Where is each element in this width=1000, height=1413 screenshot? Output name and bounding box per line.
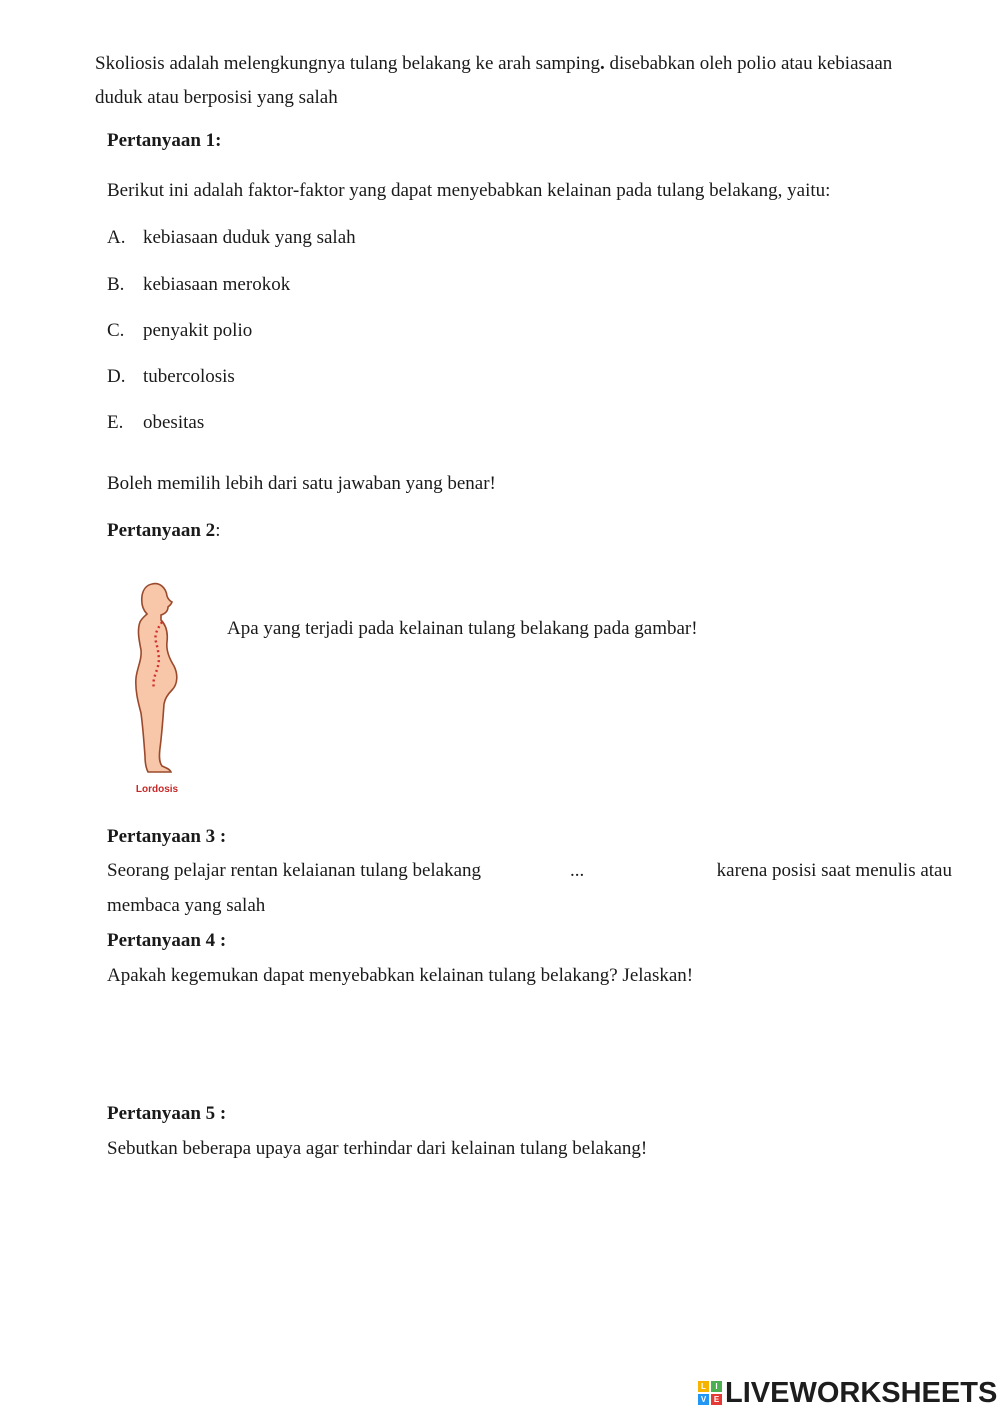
q3-sentence — [107, 860, 952, 882]
option-letter: C. — [107, 320, 125, 341]
q1-note: Boleh memilih lebih dari satu jawaban yang benar! — [107, 473, 496, 494]
figure-label: Lordosis — [135, 784, 179, 795]
intro-paragraph — [95, 47, 952, 115]
option-text: kebiasaan merokok — [143, 274, 291, 295]
logo-text: LIVEWORKSHEETS — [725, 1376, 998, 1409]
q1-question: Berikut ini adalah faktor-faktor yang dapat menyebabkan kelainan pada tulang belakang, yaitu: — [107, 180, 831, 201]
q3-text-part-2: karena posisi saat menulis atau — [716, 860, 952, 881]
option-text: kebiasaan duduk yang salah — [143, 227, 356, 248]
lordosis-figure — [118, 578, 196, 803]
option-letter: D. — [107, 366, 126, 387]
q1-option-a[interactable] — [107, 227, 356, 249]
option-letter: A. — [107, 227, 126, 248]
option-text: obesitas — [143, 412, 205, 433]
q4-question: Apakah kegemukan dapat menyebabkan kelainan tulang belakang? Jelaskan! — [107, 965, 694, 986]
q1-option-b[interactable] — [107, 274, 290, 296]
q5-title: Pertanyaan 5 : — [107, 1103, 227, 1124]
intro-line-2: duduk atau berposisi yang salah — [95, 87, 338, 108]
option-text: tubercolosis — [143, 366, 235, 387]
q1-option-c[interactable] — [107, 320, 252, 342]
intro-line-1: Skoliosis adalah melengkungnya tulang belakang ke arah samping. disebabkan oleh polio atau kebiasaan — [95, 53, 893, 74]
q5-question: Sebutkan beberapa upaya agar terhindar dari kelainan tulang belakang! — [107, 1138, 648, 1159]
q2-question: Apa yang terjadi pada kelainan tulang belakang pada gambar! — [227, 618, 698, 639]
q3-text-line-2: membaca yang salah — [107, 895, 266, 916]
option-letter: B. — [107, 274, 125, 295]
q3-blank[interactable]: ... — [570, 860, 585, 881]
q3-text-part-1: Seorang pelajar rentan kelaianan tulang belakang — [107, 860, 482, 881]
q3-title: Pertanyaan 3 : — [107, 826, 227, 847]
q1-option-e[interactable] — [107, 412, 204, 434]
logo-squares-icon: L I V E — [698, 1381, 722, 1405]
option-letter: E. — [107, 412, 124, 433]
q2-title: Pertanyaan 2: — [107, 520, 221, 541]
q1-option-d[interactable] — [107, 366, 235, 388]
q1-title: Pertanyaan 1: — [107, 130, 222, 151]
q4-title: Pertanyaan 4 : — [107, 930, 227, 951]
body-silhouette-icon — [118, 578, 196, 783]
liveworksheets-logo — [698, 1377, 997, 1409]
option-text: penyakit polio — [143, 320, 253, 341]
